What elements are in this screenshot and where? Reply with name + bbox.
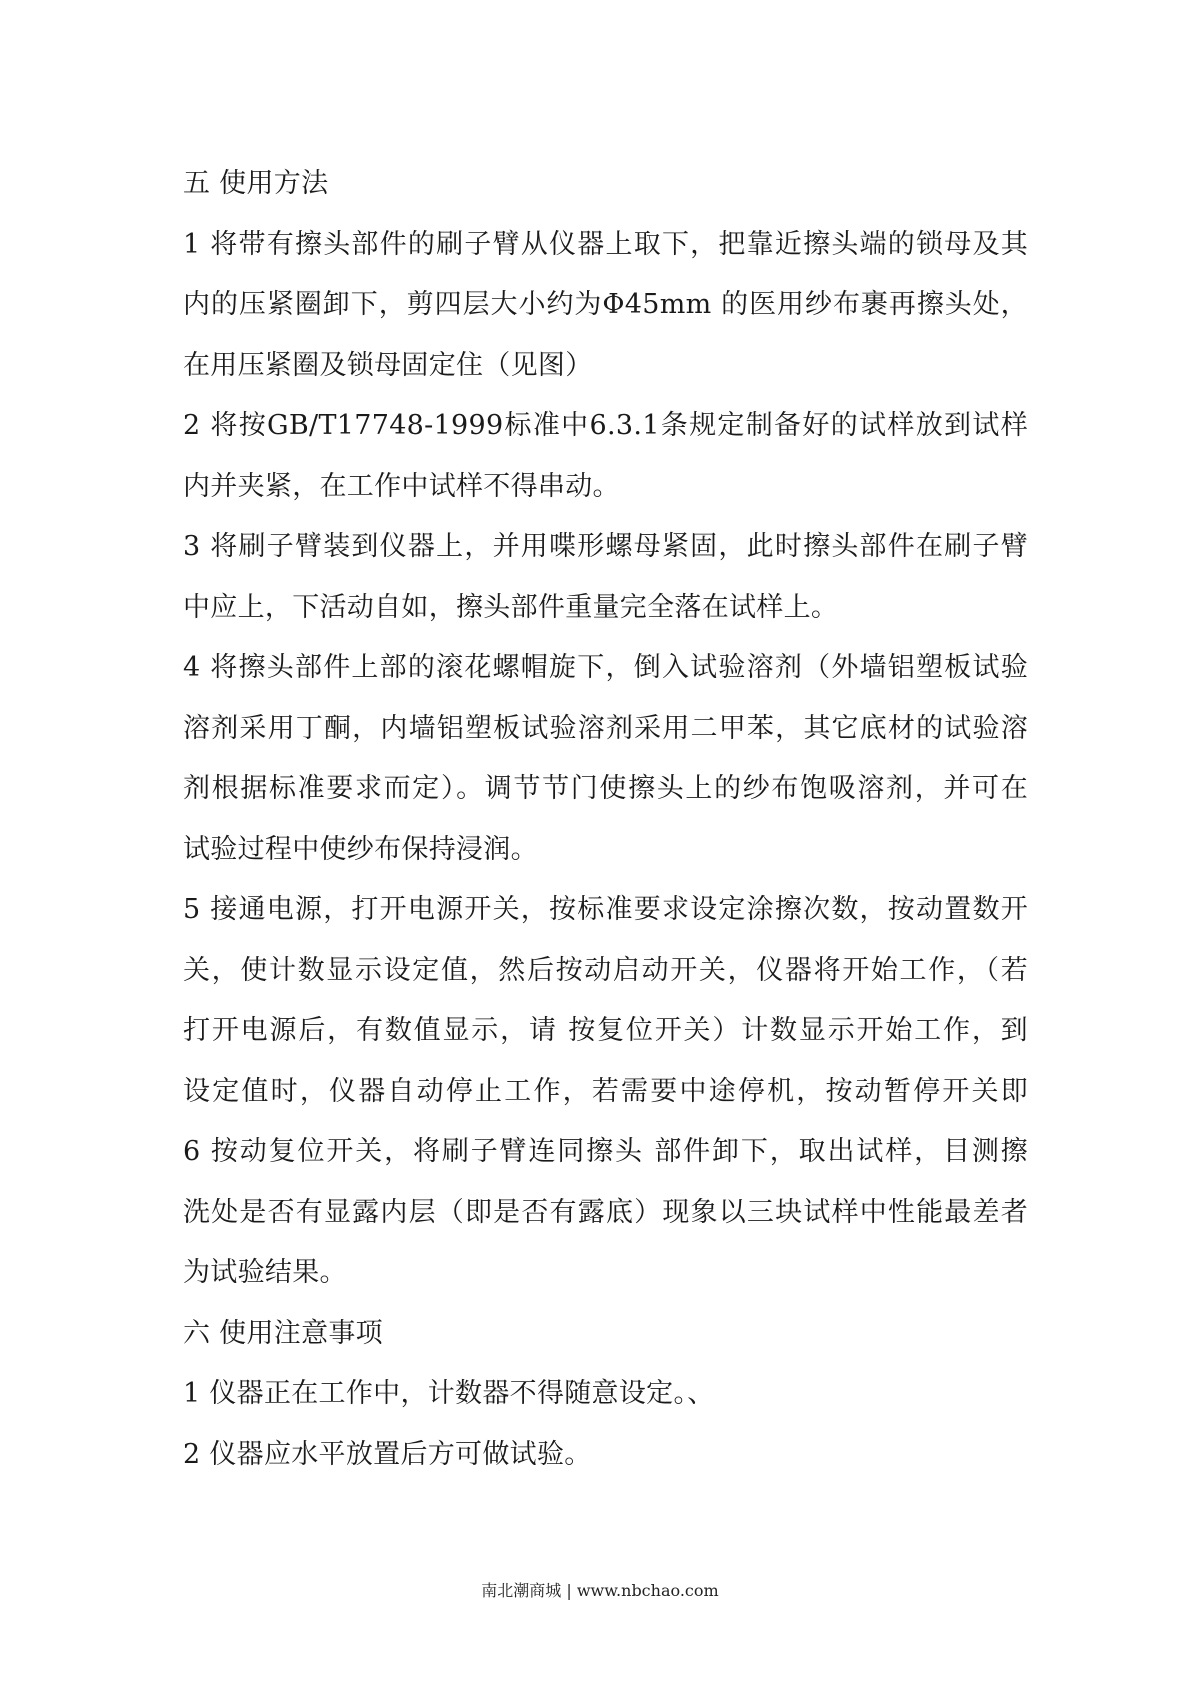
- section-heading: 六 使用注意事项: [183, 1317, 383, 1349]
- paragraph-line: 5 接通电源，打开电源开关，按标准要求设定涂擦次数，按动置数开: [183, 894, 1028, 925]
- paragraph-line: 在用压紧圈及锁母固定住（见图）: [183, 349, 593, 381]
- paragraph-line: 为试验结果。: [183, 1257, 347, 1288]
- paragraph-line: 设定值时，仪器自动停止工作，若需要中途停机，按动暂停开关即: [183, 1075, 1028, 1107]
- paragraph-line: 1 将带有擦头部件的刷子臂从仪器上取下，把靠近擦头端的锁母及其: [183, 228, 1028, 260]
- paragraph-line: 关，使计数显示设定值，然后按动启动开关，仪器将开始工作，（若: [183, 954, 1028, 986]
- page-footer: 南北潮商城 | www.nbchao.com: [481, 1581, 719, 1600]
- document-body: [183, 154, 1028, 1485]
- paragraph-line: 2 仪器应水平放置后方可做试验。: [183, 1438, 592, 1470]
- paragraph-line: 中应上，下活动自如，擦头部件重量完全落在试样上。: [183, 591, 839, 623]
- section-heading: 五 使用方法: [183, 168, 329, 199]
- paragraph-line: 4 将擦头部件上部的滚花螺帽旋下，倒入试验溶剂（外墙铝塑板试验: [183, 652, 1028, 683]
- paragraph-line: 6 按动复位开关，将刷子臂连同擦头 部件卸下，取出试样，目测擦: [183, 1136, 1028, 1167]
- paragraph-line: 内并夹紧，在工作中试样不得串动。: [183, 470, 620, 502]
- paragraph-line: 剂根据标准要求而定）。调节节门使擦头上的纱布饱吸溶剂，并可在: [183, 773, 1028, 804]
- paragraph-line: 洗处是否有显露内层（即是否有露底）现象以三块试样中性能最差者: [183, 1196, 1028, 1228]
- paragraph-line: 溶剂采用丁酮，内墙铝塑板试验溶剂采用二甲苯，其它底材的试验溶: [183, 712, 1028, 744]
- paragraph-line: 2 将按GB/T17748-1999标准中6.3.1条规定制备好的试样放到试样: [183, 410, 1028, 441]
- paragraph-line: 3 将刷子臂装到仪器上，并用喋形螺母紧固，此时擦头部件在刷子臂: [183, 531, 1028, 562]
- paragraph-line: 1 仪器正在工作中，计数器不得随意设定。、: [183, 1378, 715, 1409]
- paragraph-line: 内的压紧圈卸下，剪四层大小约为Φ45mm 的医用纱布裹再擦头处，: [183, 289, 1028, 320]
- paragraph-line: 试验过程中使纱布保持浸润。: [183, 833, 538, 865]
- paragraph-line: 打开电源后，有数值显示，请 按复位开关）计数显示开始工作，到: [183, 1015, 1028, 1046]
